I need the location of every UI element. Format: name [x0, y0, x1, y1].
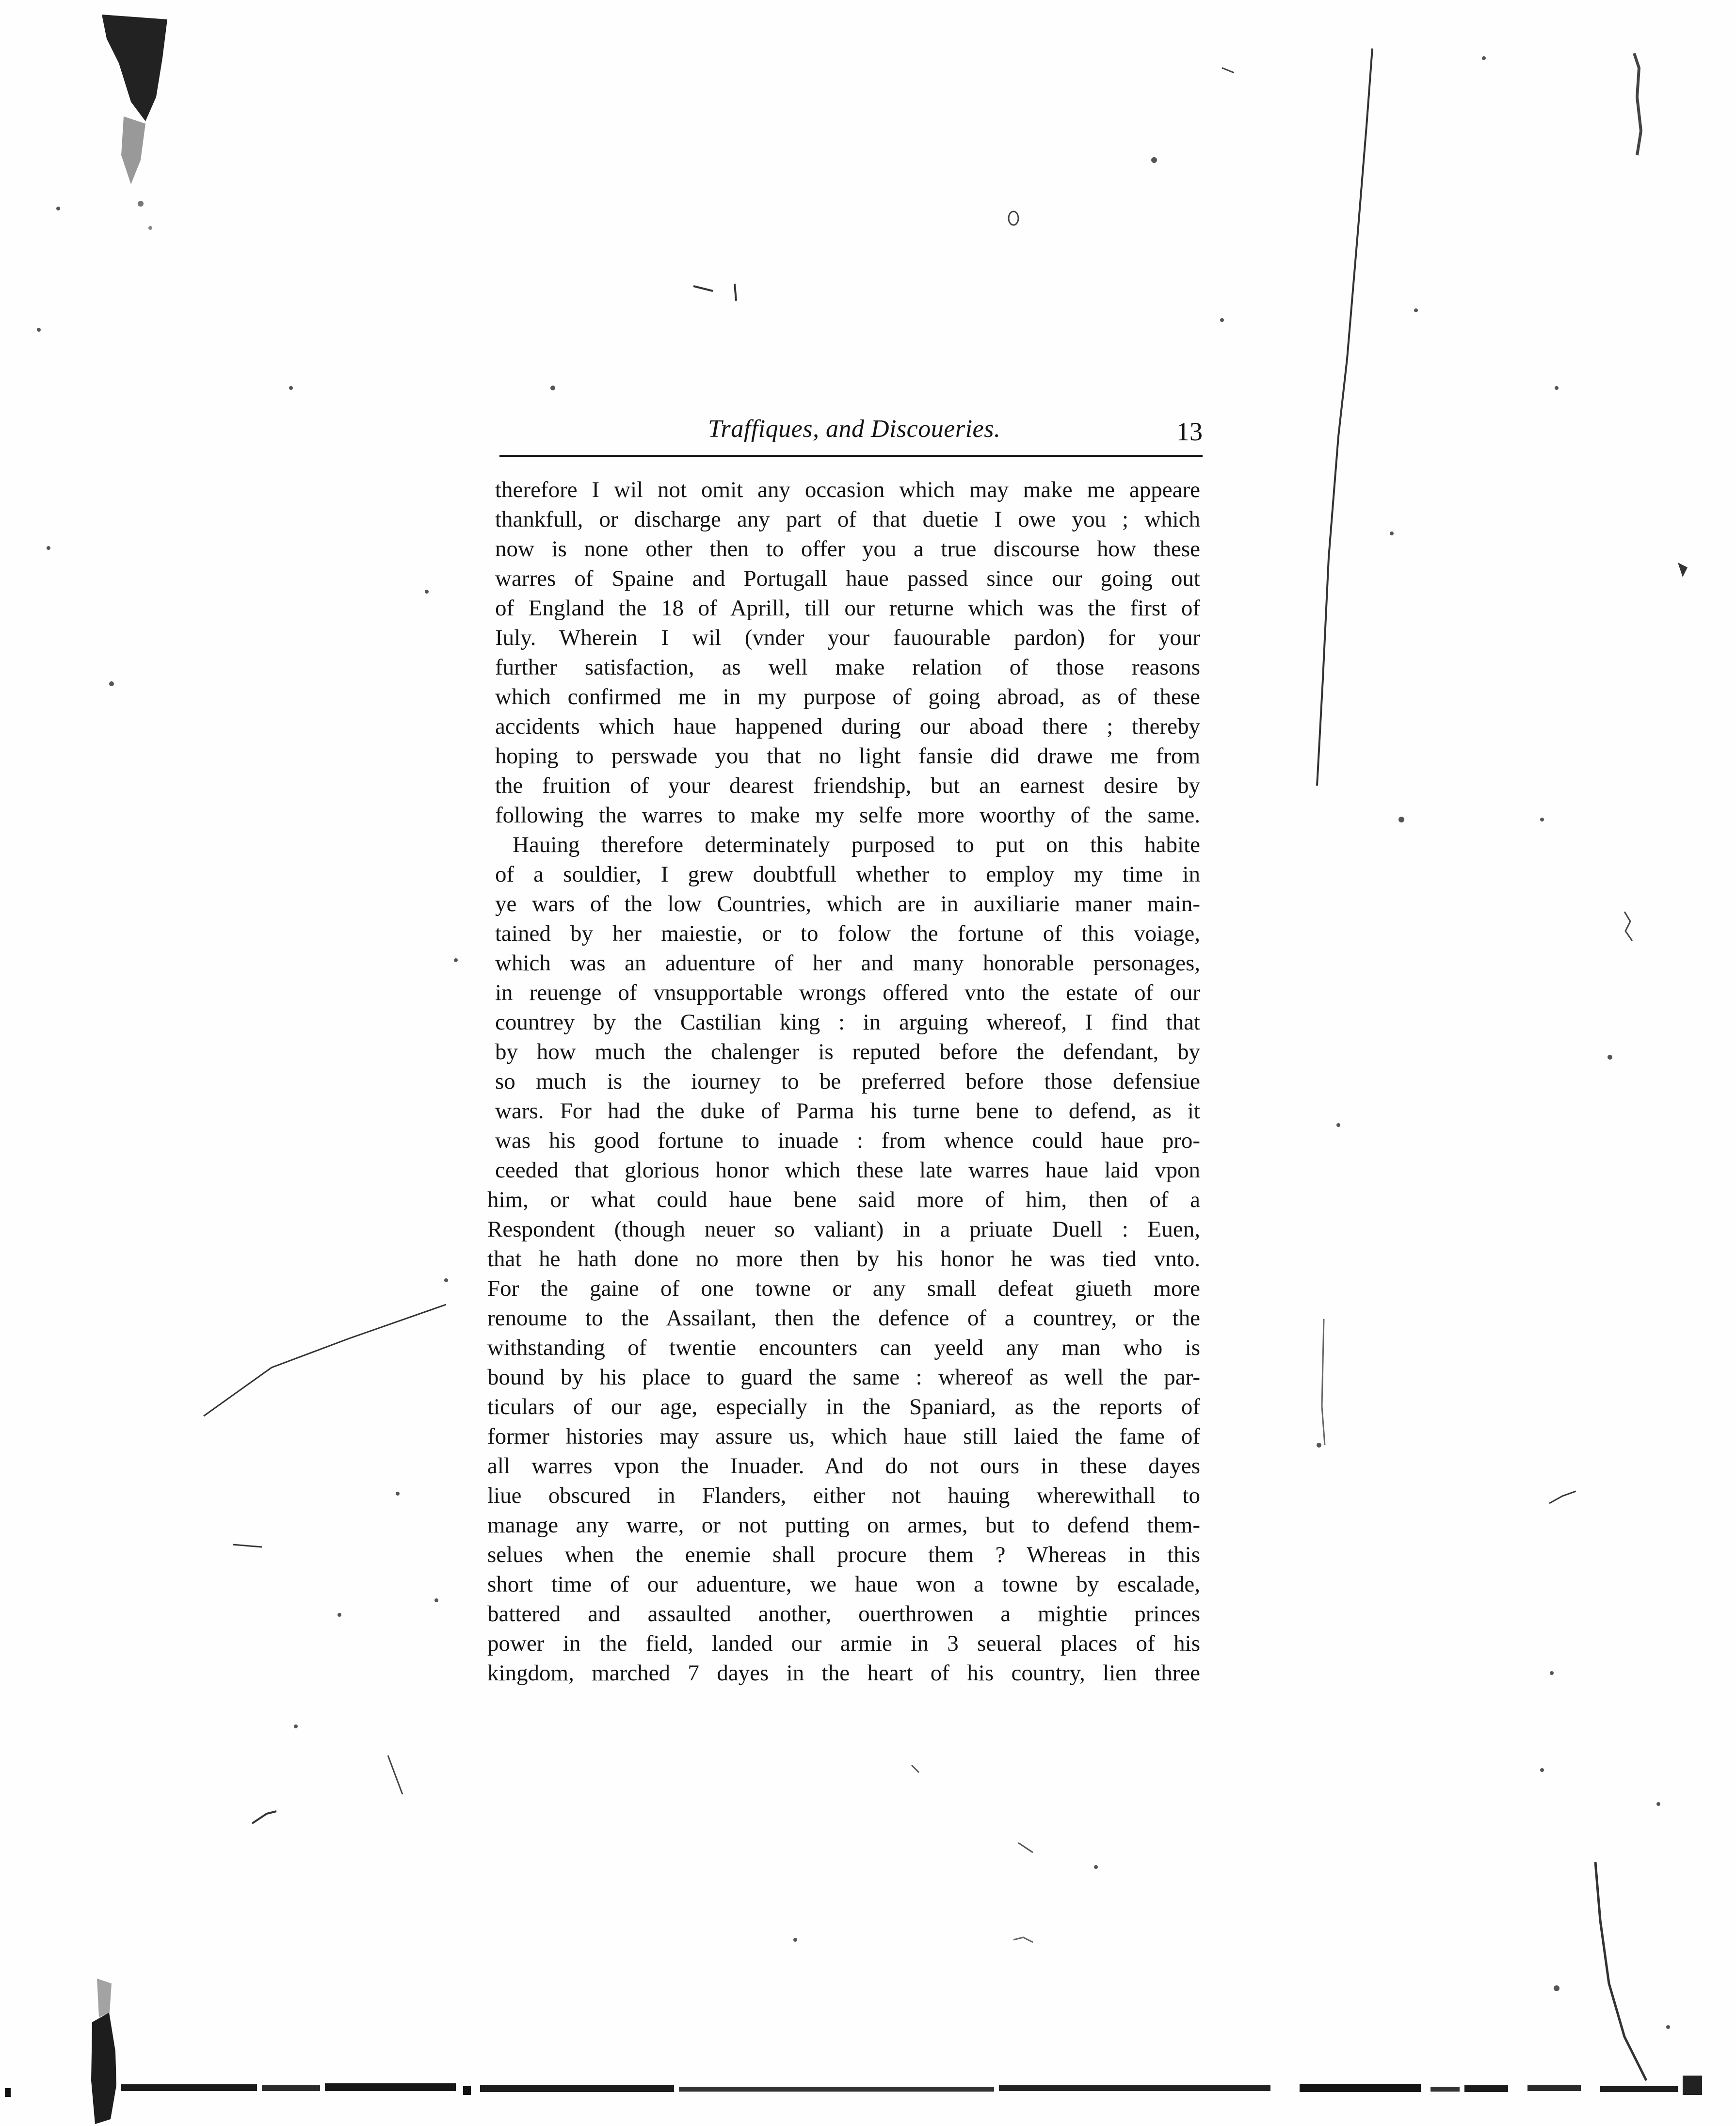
text-line: that he hath done no more then by his honor he was tied vnto.: [487, 1246, 1200, 1272]
text-line: kingdom, marched 7 dayes in the heart of his country, lien three: [487, 1660, 1200, 1686]
text-line: hoping to perswade you that no light fansie did drawe me from: [495, 743, 1200, 769]
text-line: tained by her maiestie, or to folow the fortune of this voiage,: [495, 921, 1200, 946]
text-line: former histories may assure us, which haue still laied the fame of: [487, 1424, 1200, 1449]
right-edge-line-lower: [1595, 1862, 1646, 2080]
text-line: selues when the enemie shall procure them ? Whereas in this: [487, 1542, 1200, 1567]
text-line: now is none other then to offer you a true discourse how these: [495, 536, 1200, 562]
corner-smudge-top-left: [102, 15, 167, 121]
bottom-edge-strip: [5, 2076, 1702, 2097]
text-line: Iuly. Wherein I wil (vnder your fauourable pardon) for your: [495, 625, 1200, 650]
text-line: warres of Spaine and Portugall haue passed since our going out: [495, 566, 1200, 591]
text-line: all warres vpon the Inuader. And do not ours in these dayes: [487, 1453, 1200, 1479]
text-line: For the gaine of one towne or any small defeat giueth more: [487, 1276, 1200, 1301]
text-line: battered and assaulted another, ouerthrowen a mightie princes: [487, 1601, 1200, 1627]
text-line: bound by his place to guard the same : whereof as well the par-: [487, 1365, 1200, 1390]
text-line: Respondent (though neuer so valiant) in a priuate Duell : Euen,: [487, 1217, 1200, 1242]
text-line: which was an aduenture of her and many honorable personages,: [495, 950, 1200, 976]
text-line: ceeded that glorious honor which these late warres haue laid vpon: [495, 1158, 1200, 1183]
text-line: the fruition of your dearest friendship, but an earnest desire by: [495, 773, 1200, 798]
text-line: following the warres to make my selfe more woorthy of the same.: [495, 803, 1200, 828]
text-line: of England the 18 of Aprill, till our returne which was the first of: [495, 596, 1200, 621]
running-head: [499, 415, 1203, 453]
text-line: manage any warre, or not putting on armes, but to defend them-: [487, 1513, 1200, 1538]
text-line: accidents which haue happened during our aboad there ; thereby: [495, 714, 1200, 739]
text-line: by how much the chalenger is reputed before the defendant, by: [495, 1039, 1200, 1064]
text-line: renoume to the Assailant, then the defence of a countrey, or the: [487, 1305, 1200, 1331]
page-number: 13: [1176, 417, 1203, 446]
text-line: him, or what could haue bene said more of him, then of a: [487, 1187, 1200, 1212]
corner-smudge-bottom-left: [91, 2013, 116, 2124]
body-text: [487, 475, 1200, 1688]
text-line: further satisfaction, as well make relation of those reasons: [495, 655, 1200, 680]
text-line: of a souldier, I grew doubtfull whether to employ my time in: [495, 862, 1200, 887]
text-line: which confirmed me in my purpose of going abroad, as of these: [495, 684, 1200, 709]
text-line: was his good fortune to inuade : from whence could haue pro-: [495, 1128, 1200, 1153]
text-line: in reuenge of vnsupportable wrongs offered vnto the estate of our: [495, 980, 1200, 1005]
right-edge-line-upper: [1317, 48, 1372, 786]
text-line: ticulars of our age, especially in the Spaniard, as the reports of: [487, 1394, 1200, 1419]
header-rule: [499, 455, 1203, 457]
text-line: power in the field, landed our armie in 3 seueral places of his: [487, 1631, 1200, 1656]
text-line: liue obscured in Flanders, either not hauing wherewithall to: [487, 1483, 1200, 1508]
text-line: countrey by the Castilian king : in arguing whereof, I find that: [495, 1010, 1200, 1035]
text-line: ye wars of the low Countries, which are in auxiliarie maner main-: [495, 891, 1200, 917]
text-line: thankfull, or discharge any part of that duetie I owe you ; which: [495, 507, 1200, 532]
text-line: so much is the iourney to be preferred before those defensiue: [495, 1069, 1200, 1094]
text-line: wars. For had the duke of Parma his turne bene to defend, as it: [495, 1098, 1200, 1124]
text-line: short time of our aduenture, we haue won a towne by escalade,: [487, 1572, 1200, 1597]
paragraph-first-line: Hauing therefore determinately purposed to put on this habite: [513, 832, 1200, 857]
text-line: therefore I wil not omit any occasion which may make me appeare: [495, 477, 1200, 502]
running-title: Traffiques, and Discoueries.: [708, 415, 1001, 443]
text-line: withstanding of twentie encounters can yeeld any man who is: [487, 1335, 1200, 1360]
stray-pen-stroke-left: [204, 1305, 446, 1416]
